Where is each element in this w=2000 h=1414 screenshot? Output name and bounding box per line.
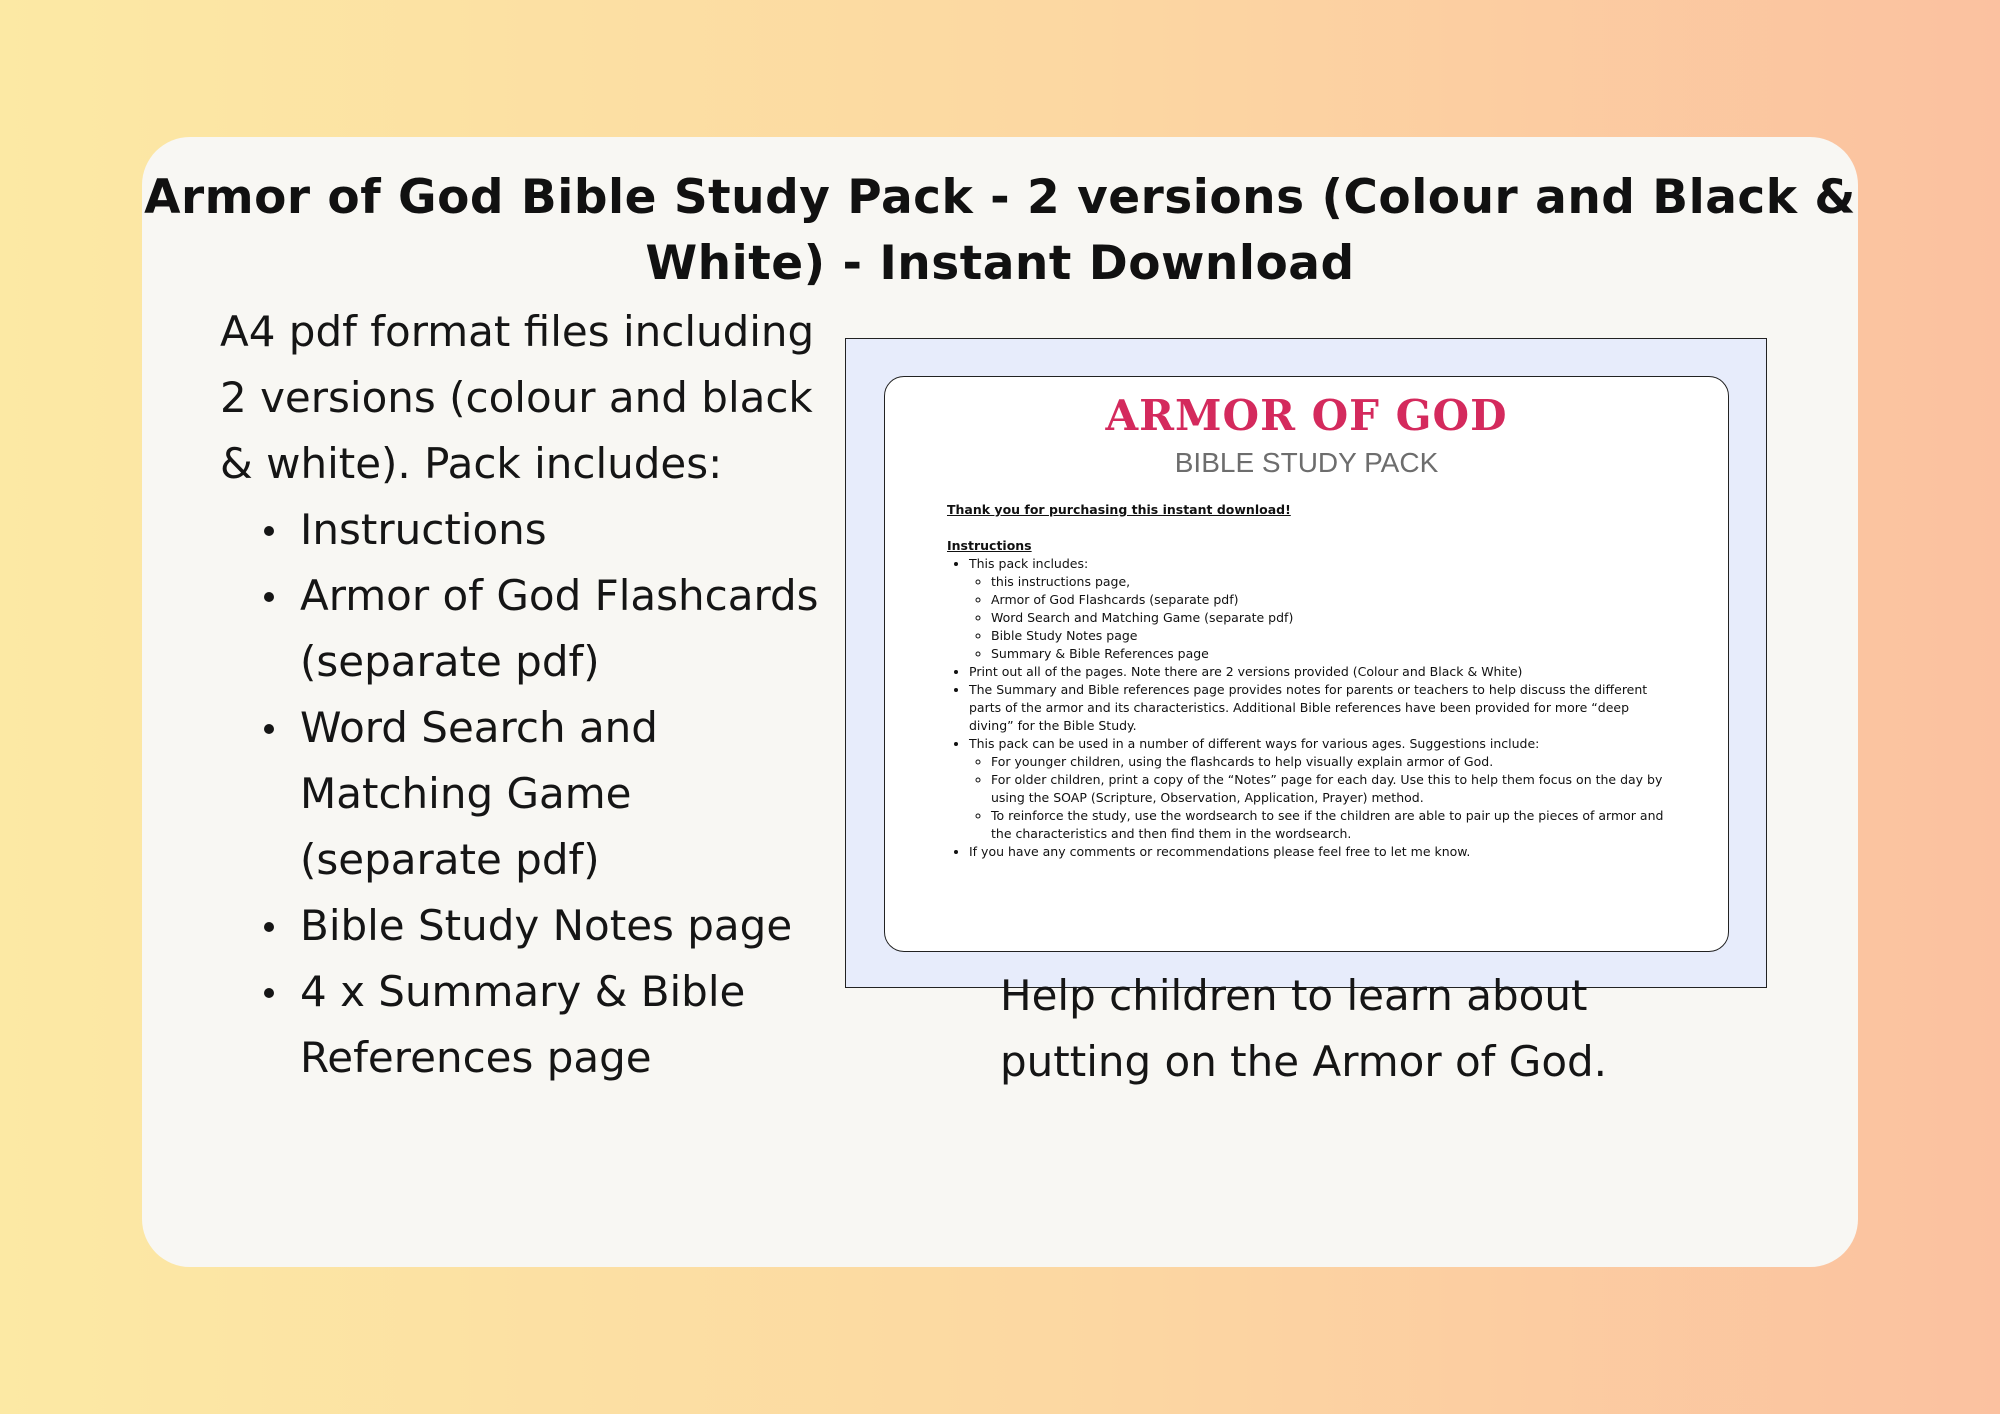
list-item: Armor of God Flashcards (separate pdf) [300,563,840,695]
list-item: Word Search and Matching Game (separate pdf) [300,695,840,893]
title-line-1: Armor of God Bible Study Pack - 2 versions (Colour and Black & [144,170,1856,225]
preview-bullet-text: This pack includes: [969,556,1089,571]
page-title [142,165,1858,297]
list-item: Instructions [300,497,840,563]
preview-thanks: Thank you for purchasing this instant download! [947,502,1291,517]
preview-sub-bullet: ◦ this instructions page, [991,573,1677,591]
preview-bullet [969,735,1677,843]
tagline: Help children to learn about putting on the Armor of God. [1000,971,1608,1086]
preview-sub-bullet: ◦ Word Search and Matching Game (separate pdf) [991,609,1677,627]
product-card [142,137,1858,1267]
preview-sub-bullet: ◦ Armor of God Flashcards (separate pdf) [991,591,1677,609]
preview-sub-bullet: ◦ Bible Study Notes page [991,627,1677,645]
preview-sheet [884,376,1729,952]
preview-bullet: • Print out all of the pages. Note there are 2 versions provided (Colour and Black & White) [969,663,1677,681]
preview-bullets [947,555,1677,861]
list-item: 4 x Summary & Bible References page [300,959,840,1091]
document-preview [845,338,1767,988]
preview-bullet [969,555,1677,663]
preview-bullet: • If you have any comments or recommendations please feel free to let me know. [969,843,1677,861]
preview-sub-bullet: ◦ To reinforce the study, use the wordsearch to see if the children are able to pair up the pieces of armor and the characteristics and then find them in the wordsearch. [991,807,1677,843]
preview-sub-bullet: ◦ For older children, print a copy of the “Notes” page for each day. Use this to help them focus on the day by using the SOAP (Scripture, Observation, Application, Prayer) method. [991,771,1677,807]
preview-bullet-text: This pack can be used in a number of different ways for various ages. Suggestions include: [969,736,1540,751]
includes-list [220,497,840,1091]
preview-title: ARMOR OF GOD [1105,391,1508,440]
preview-sub-bullet: ◦ For younger children, using the flashcards to help visually explain armor of God. [991,753,1677,771]
preview-body [947,501,1677,861]
description [220,299,840,1091]
list-item: Bible Study Notes page [300,893,840,959]
title-line-2: White) - Instant Download [645,236,1355,291]
preview-bullet: • The Summary and Bible references page provides notes for parents or teachers to help discuss the different parts of the armor and its characteristics. Additional Bible references have been provided for more “deep diving” for the Bible Study. [969,681,1677,735]
description-intro: A4 pdf format files including 2 versions (colour and black & white). Pack includes: [220,307,815,488]
preview-instructions-heading: Instructions [947,538,1032,553]
preview-subtitle: BIBLE STUDY PACK [1174,447,1439,478]
preview-sub-bullet: ◦ Summary & Bible References page [991,645,1677,663]
